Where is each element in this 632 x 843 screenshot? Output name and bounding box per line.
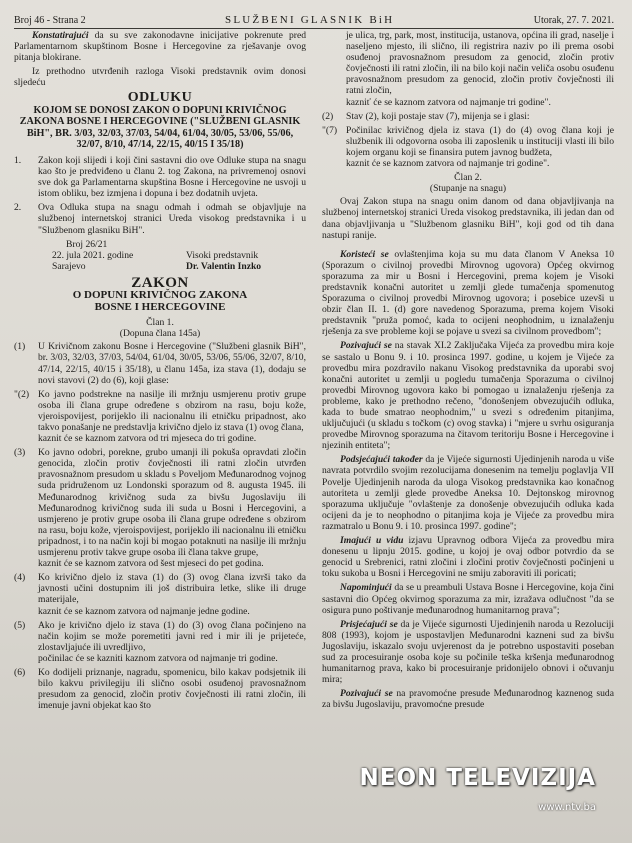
running-header bbox=[14, 10, 614, 29]
odluka-title: ODLUKU bbox=[127, 90, 193, 106]
stav-penalty: kazniť će se kaznom zatvora od najmanje tri godine". bbox=[346, 96, 551, 108]
stav-text: je ulica, trg, park, most, institucija, ustanova, općina ili grad, naselje i naseljeno mjesto, ili slično, ili registrira naziv po ili prema osobi osuđenoj pravosnažnom presudom za genocid, zločin protiv čovječnosti ili ratni zločin, ili na bilo koji način veliča osobu osuđenu pravosnažnom presudom za genocid, zločin protiv čovječnosti ili ratni zločin, kazniť će se kaznom zatvora od najmanje tri godine". bbox=[346, 30, 614, 108]
clan-2-subheading: (Stupanje na snagu) bbox=[429, 183, 507, 195]
intro-rest: da su sve zakonodavne inicijative pokrenute pred Parlamentarnom skupštinom Bosne i Hercegovine za rješavanje ovog pitanja blokirane. bbox=[14, 30, 306, 64]
intro-lead: Konstatirajući bbox=[32, 30, 89, 41]
stav-2-amendment bbox=[322, 111, 614, 122]
recital-6: Prisjećajući se da je Vijeće sigurnosti Ujedinjenih naroda u Rezoluciji 808 (1993), kojom je uspostavljen Međunarodni kazneni sud za bivšu Jugoslaviju, iskazalo svoju uvjerenost da je potrebno uspostaviti poseban sud za procesuiranje osoba koje su počinile teška kršenja međunarodnog humanitarnog prava, kako bi procesuiranje pridonijelo obnovi i očuvanju mira; bbox=[322, 618, 614, 686]
right-column bbox=[322, 30, 614, 843]
tv-watermark-url: www.ntv.ba bbox=[538, 802, 596, 813]
stav-6-continued bbox=[322, 30, 614, 108]
left-column bbox=[14, 30, 306, 843]
tv-watermark-logo: NEON TELEVIZIJA bbox=[359, 765, 596, 791]
zakon-title: ZAKON bbox=[131, 274, 189, 291]
stav-number: "(2) bbox=[14, 388, 30, 400]
stav-number: (3) bbox=[14, 447, 26, 459]
stav-1 bbox=[14, 341, 306, 385]
stav-2 bbox=[14, 389, 306, 444]
decision-number: Broj 26/21 bbox=[66, 238, 108, 250]
stav-text: Ko javno podstrekne na nasilje ili mržnju usmjerenu protiv grupe osoba ili člana grupe određene s obzirom na rasu, boju kože, vjeroispovijest, porijeklo ili nacionalnu ili etničku pripadnost, ako takvo ponašanje ne predstavlja krivično djelo iz stava (1) ovog člana, kaznit će se kaznom zatvora od tri mjeseca do tri godine. bbox=[38, 388, 306, 445]
decision-place: Sarajevo bbox=[52, 260, 86, 272]
stav-5 bbox=[14, 620, 306, 664]
zakon-subtitle: O DOPUNI KRIVIČNOG ZAKONA BOSNE I HERCEGOVINE bbox=[72, 288, 248, 313]
stav-7 bbox=[322, 125, 614, 169]
stav-number: (4) bbox=[14, 572, 26, 584]
item-text: Ova Odluka stupa na snagu odmah i odmah se objavljuje na službenoj internetskoj stranici Ureda visokog predstavnika i u "Službenom glasniku BiH". bbox=[38, 202, 306, 236]
item-text: Zakon koji slijedi i koji čini sastavni dio ove Odluke stupa na snagu kao što je predviđeno u članu 2. tog Zakona, na privremenoj osnovi sve dok ga Parlamentarna skupština Bosne i Hercegovine ne usvoji u istom obliku, bez izmjena i dopuna i bez dodatnih uvjeta. bbox=[38, 154, 306, 200]
stav-text: Ko javno odobri, porekne, grubo umanji ili pokuša opravdati zločin genocida, zločin protiv čovječnosti ili ratni zločin utvrđen pravosnažnom presudom u skladu s Poveljom Međunarodnog vojnog suda pridruženom uz Londonski sporazum od 8. augusta 1945. ili Međunarodnog krivičnog suda za bivšu Jugoslaviju ili Međunarodnog krivičnog suda ili suda u Bosni i Hercegovini, a usmjereno je protiv grupe osoba ili člana grupe određene s obzirom na rasu, boju kože, vjeroispovijest, porijeklo ili nacionalnu ili etničku pripadnost, i to na način koji bi mogao potaknuti na nasilje ili mržnju usmjerenu protiv takve grupe osoba ili člana takve grupe, kaznit će se kaznom zatvora od šest mjeseci do pet godina. bbox=[38, 447, 306, 570]
recital-3: Podsjećajući također da je Vijeće sigurnosti Ujedinjenih naroda u više navrata potvrdilo svojim rezolucijama donesenim na temelju poglavlja VII Povelje Ujedinjenih naroda da uloga Visokog predstavnika kao konačnog autoriteta u zemlji glede provedbe Aneksa 10. Dejtonskog mirovnog sporazuma uključuje "ovlaštenje za donošenje obvezujućih odluka kada ocijeni da je to neophodno o pitanjima koja je Vijeće za provedbu mira razmatralo u Bonu 9. i 10. prosinca 1997. godine"; bbox=[322, 454, 614, 532]
recital-5: Napominjući da se u preambuli Ustava Bosne i Hercegovine, koja čini sastavni dio Općeg okvirnog sporazuma za mir, izražava odlučnost "da se osigura puno poštivanje međunarodnog humanitarnog prava"; bbox=[322, 582, 614, 616]
stav-text: Ko dodijeli priznanje, nagradu, spomenicu, bilo kakav podsjetnik ili bilo kakvu privilegiju ili slično osobi osuđenoj pravosnažnom presudom za genocid, zločin protiv čovječnosti ili ratni zločin, ili imenuje javni objekat kao što bbox=[38, 666, 306, 712]
stav-text: Stav (2), koji postaje stav (7), mijenja se i glasi: bbox=[346, 110, 530, 122]
stav-number: (6) bbox=[14, 666, 26, 678]
odluka-item-2 bbox=[14, 202, 306, 235]
clan-1-subheading: (Dopuna člana 145a) bbox=[119, 328, 201, 340]
clan-2-heading: Član 2. bbox=[454, 172, 482, 184]
recital-1: Koristeći se ovlaštenjima koja su mu data članom V Aneksa 10 (Sporazum o civilnoj provedbi Mirovnog ugovora) Općeg okvirnog sporazuma za mir u Bosni i Hercegovini, prema kojem je Visoki predstavnik konačni autoritet u zemlji glede tumačenja spomenutog Sporazuma o civilnoj provedbi Mirovnog ugovora; i posebice uzevši u obzir član II. 1. (d) gore navedenog Sporazuma, prema kojem Visoki predstavnik "pruža pomoć, kada to ocijeni neophodnim, u iznalaženju rješenja za sve probleme koji se pojave u svezi sa civilnom provedbom"; bbox=[322, 248, 614, 338]
clan-1-heading: Član 1. bbox=[146, 317, 174, 329]
item-number: 1. bbox=[14, 154, 22, 166]
recital-4: Imajući u vidu izjavu Upravnog odbora Vijeća za provedbu mira donesenu u lipnju 2015. godine, u kojoj je ovaj odbor potvrdio da se genocid u Srebrenici, ratni zločini i zločini protiv čovječnosti počinjeni u toku sukoba u Bosni i Hercegovini ne smiju zaboraviti ili poricati; bbox=[322, 535, 614, 580]
header-page-number: Broj 46 - Strana 2 bbox=[14, 15, 86, 26]
stav-penalty: kaznit će se kaznom zatvora od najmanje jedne godine. bbox=[38, 605, 250, 617]
stav-text: Počinilac krivičnog djela iz stava (1) do (4) ovog člana koji je službenik ili odgovorna osoba ili zaposlenik u instituciji vlasti ili bilo kojem organu koji se finansira putem javnog budžeta, kaznit će se kaznom zatvora od najmanje tri godine". bbox=[346, 124, 614, 170]
stav-4 bbox=[14, 572, 306, 616]
header-date: Utorak, 27. 7. 2021. bbox=[533, 15, 614, 26]
clan-2-text: Ovaj Zakon stupa na snagu onim danom od dana objavljivanja na službenoj internetskoj stranici Ureda visokog predstavnika, ili jedan dan od dana objavljivanja u "Službenom glasniku BiH", koji god od tih dana nastupi ranije. bbox=[322, 196, 614, 241]
signature-row-2 bbox=[14, 261, 306, 272]
signatory-role: Visoki predstavnik bbox=[186, 249, 259, 261]
stav-text: U Krivičnom zakonu Bosne i Hercegovine ("Službeni glasnik BiH", br. 3/03, 32/03, 37/03, 54/04, 61/04, 30/05, 53/06, 55/06, 32/07, 8/10, 47/14, 22/15, 40/15 i 35/18), u članu 145a, iza stava (1), dodaju se novi stavovi (2) do (6), koji glase: bbox=[38, 341, 306, 386]
stav-penalty: kaznit će se kaznom zatvora od najmanje tri godine". bbox=[346, 158, 550, 170]
decision-date: 22. jula 2021. godine bbox=[52, 249, 134, 261]
stav-number: (5) bbox=[14, 619, 26, 631]
stav-6 bbox=[14, 667, 306, 711]
stav-text: Ko krivično djelo iz stava (1) do (3) ovog člana izvrši tako da javnosti učini dostupnim ili još distribuira letke, slike ili druge materijale, kaznit će se kaznom zatvora od najmanje jedne godine. bbox=[38, 572, 306, 617]
odluka-item-1 bbox=[14, 155, 306, 199]
stav-number: (1) bbox=[14, 341, 26, 353]
stav-3 bbox=[14, 447, 306, 569]
stav-penalty: kaznit će se kaznom zatvora od šest mjeseci do pet godina. bbox=[38, 558, 264, 570]
stav-number: (2) bbox=[322, 110, 334, 122]
recital-7: Pozivajući se na pravomoćne presude Međunarodnog kaznenog suda za bivšu Jugoslaviju, pravomoćne presude bbox=[322, 688, 614, 711]
signature-row-1 bbox=[14, 250, 306, 261]
stav-text: Ako je krivično djelo iz stava (1) do (3) ovog člana počinjeno na način kojim se može poremetiti javni red i mir ili je prijeteće, zlostavljajuće ili uvredljivo, počinilac će se kazniti kaznom zatvora od najmanje tri godine. bbox=[38, 619, 306, 664]
odluka-subtitle: KOJOM SE DONOSI ZAKON O DOPUNI KRIVIČNOG ZAKONA BOSNE I HERCEGOVINE ("SLUŽBENI GLASNIK BiH", BR. 3/03, 32/03, 37/03, 54/04, 61/04, 30/05, 53/06, 55/06, 32/07, 8/10, 47/14, 22/15, 40/15 I 35/18) bbox=[19, 104, 301, 151]
stav-penalty: počinilac će se kazniti kaznom zatvora od najmanje tri godine. bbox=[38, 652, 278, 664]
intro-paragraph-2: Iz prethodno utvrđenih razloga Visoki predstavnik ovim donosi sljedeću bbox=[14, 66, 306, 89]
stav-penalty: kaznit će se kaznom zatvora od tri mjeseca do tri godine. bbox=[38, 433, 257, 445]
intro-paragraph bbox=[14, 30, 306, 63]
header-publication-title: SLUŽBENI GLASNIK BiH bbox=[225, 14, 395, 26]
item-number: 2. bbox=[14, 202, 22, 214]
stav-number: "(7) bbox=[322, 124, 338, 136]
recital-2: Pozivajući se na stavak XI.2 Zaključaka Vijeća za provedbu mira koje se sastalo u Bonu 9. i 10. prosinca 1997. godine, u kojem je Vijeće za provedbu mira pozdravilo nakanu Visokog predstavnika da uporabi svoj konačni autoritet u zemlji u pogledu tumačenja Sporazuma o civilnoj provedbi Mirovnog ugovora kako bi pomogao u iznalaženju rješenja za probleme, kako je prethodno rečeno, "donošenjem obvezujućih odluka, kada to bude smatrao neophodnim," u svezi s određenim pitanjima, uključujući (u skladu s točkom (c) ovog stavka) i "mjere u svrhu osiguranja provedbe Mirovnog sporazuma na čitavom teritoriju Bosne i Hercegovine i njezinih entiteta"; bbox=[322, 340, 614, 452]
signatory-name: Dr. Valentin Inzko bbox=[186, 260, 262, 272]
